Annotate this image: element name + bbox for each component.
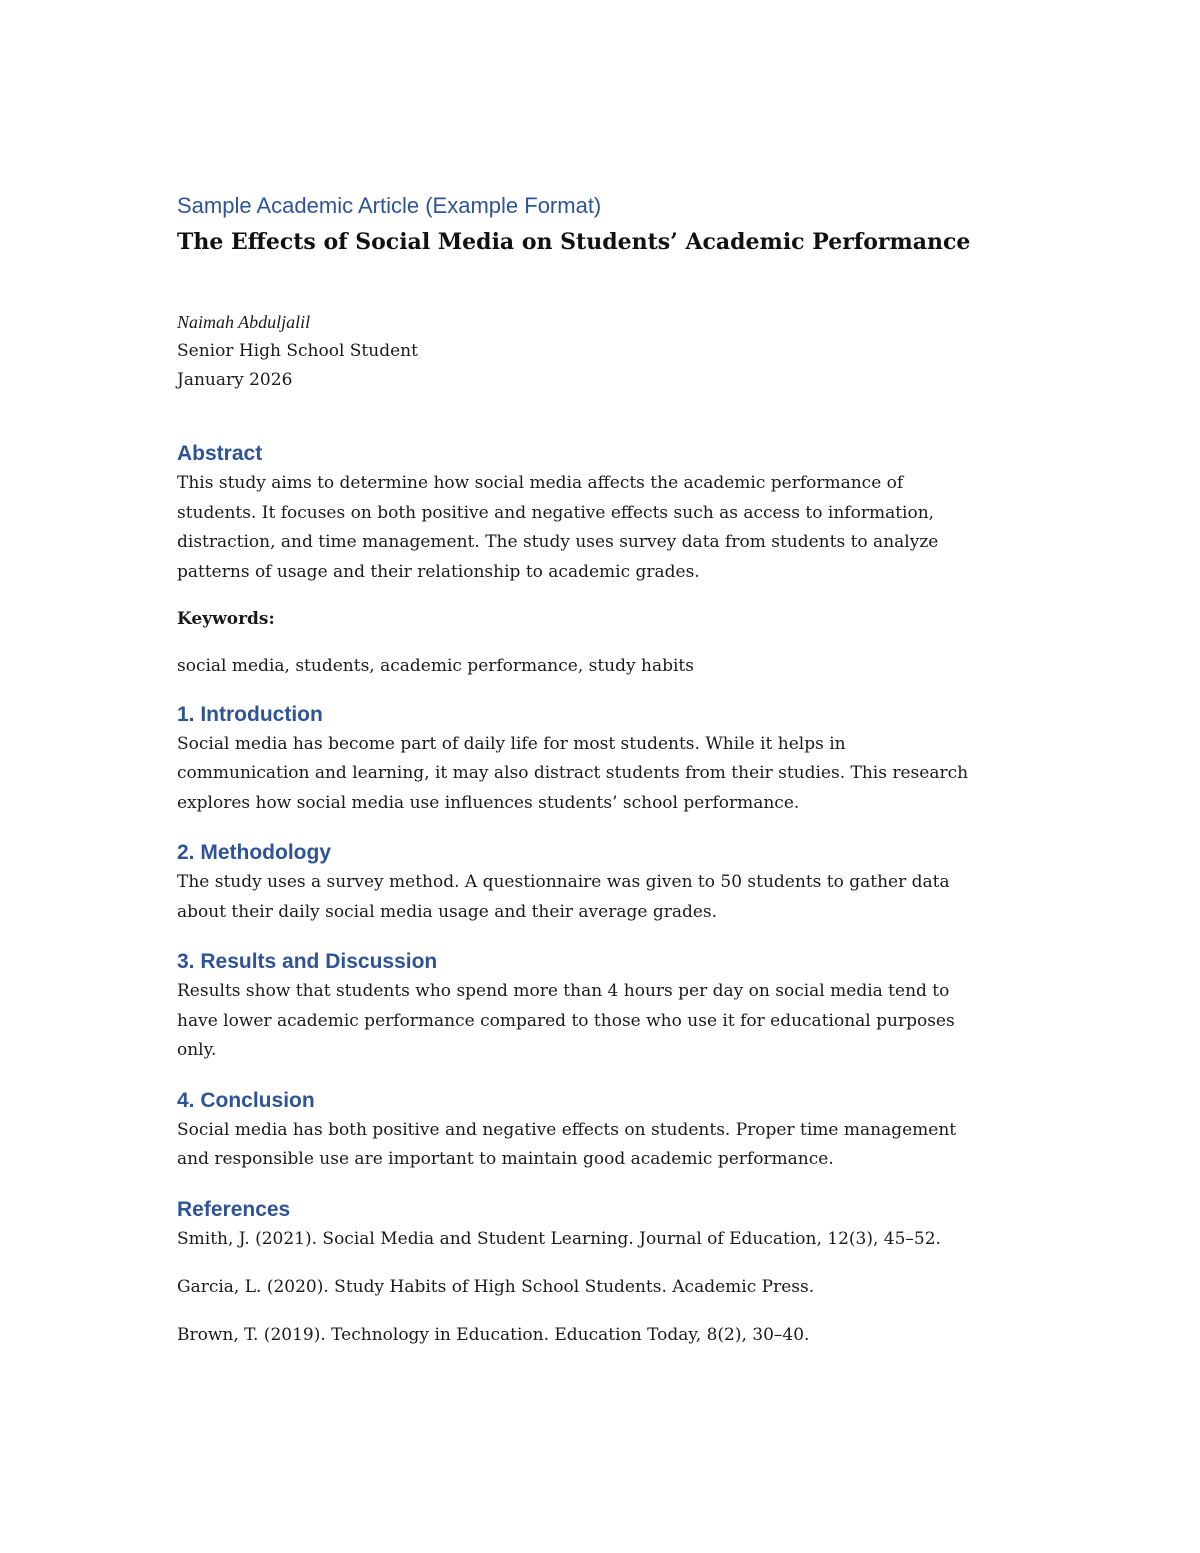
abstract-heading: Abstract <box>177 442 263 465</box>
section-line: The study uses a survey method. A questionnaire was given to 50 students to gather data <box>177 872 950 892</box>
reference-item: Garcia, L. (2020). Study Habits of High School Students. Academic Press. <box>177 1276 815 1297</box>
article-type-label: Sample Academic Article (Example Format) <box>177 193 602 218</box>
section-results <box>177 947 1037 1066</box>
section-line: explores how social media use influences students’ school performance. <box>177 792 800 813</box>
references-section <box>177 1195 1037 1350</box>
document-content <box>177 190 1037 1350</box>
keywords-text: social media, students, academic performance, study habits <box>177 656 694 676</box>
author-role: Senior High School Student <box>177 341 418 361</box>
abstract-line: students. It focuses on both positive and negative effects such as access to information, <box>177 502 935 523</box>
section-heading: 3. Results and Discussion <box>177 950 438 973</box>
section-introduction <box>177 700 1037 819</box>
section-methodology <box>177 838 1037 927</box>
section-line: only. <box>177 1040 217 1060</box>
abstract-line: distraction, and time management. The study uses survey data from students to analyze <box>177 532 939 552</box>
keywords-label: Keywords: <box>177 609 275 629</box>
section-line: Results show that students who spend more than 4 hours per day on social media tend to <box>177 981 950 1001</box>
section-line: have lower academic performance compared to those who use it for educational purposes <box>177 1010 955 1031</box>
section-heading: 2. Methodology <box>177 841 331 864</box>
author-name: Naimah Abduljalil <box>177 312 311 332</box>
section-conclusion <box>177 1086 1037 1175</box>
section-line: about their daily social media usage and their average grades. <box>177 901 718 922</box>
section-heading: 4. Conclusion <box>177 1088 315 1112</box>
author-block <box>177 308 1037 395</box>
reference-item: Brown, T. (2019). Technology in Education. Education Today, 8(2), 30–40. <box>177 1324 810 1345</box>
section-line: and responsible use are important to maintain good academic performance. <box>177 1149 834 1169</box>
section-line: communication and learning, it may also distract students from their studies. This research <box>177 763 969 783</box>
section-line: Social media has both positive and negative effects on students. Proper time management <box>177 1119 957 1140</box>
section-line: Social media has become part of daily life for most students. While it helps in <box>177 733 846 754</box>
abstract-line: patterns of usage and their relationship to academic grades. <box>177 561 700 582</box>
reference-item: Smith, J. (2021). Social Media and Student Learning. Journal of Education, 12(3), 45–52. <box>177 1228 941 1249</box>
publication-date: January 2026 <box>177 370 293 390</box>
article-title: The Effects of Social Media on Students’ Academic Performance <box>177 229 971 255</box>
references-heading: References <box>177 1197 291 1221</box>
section-heading: 1. Introduction <box>177 702 323 726</box>
abstract-line: This study aims to determine how social media affects the academic performance of <box>177 473 904 493</box>
abstract-section <box>177 439 1037 587</box>
